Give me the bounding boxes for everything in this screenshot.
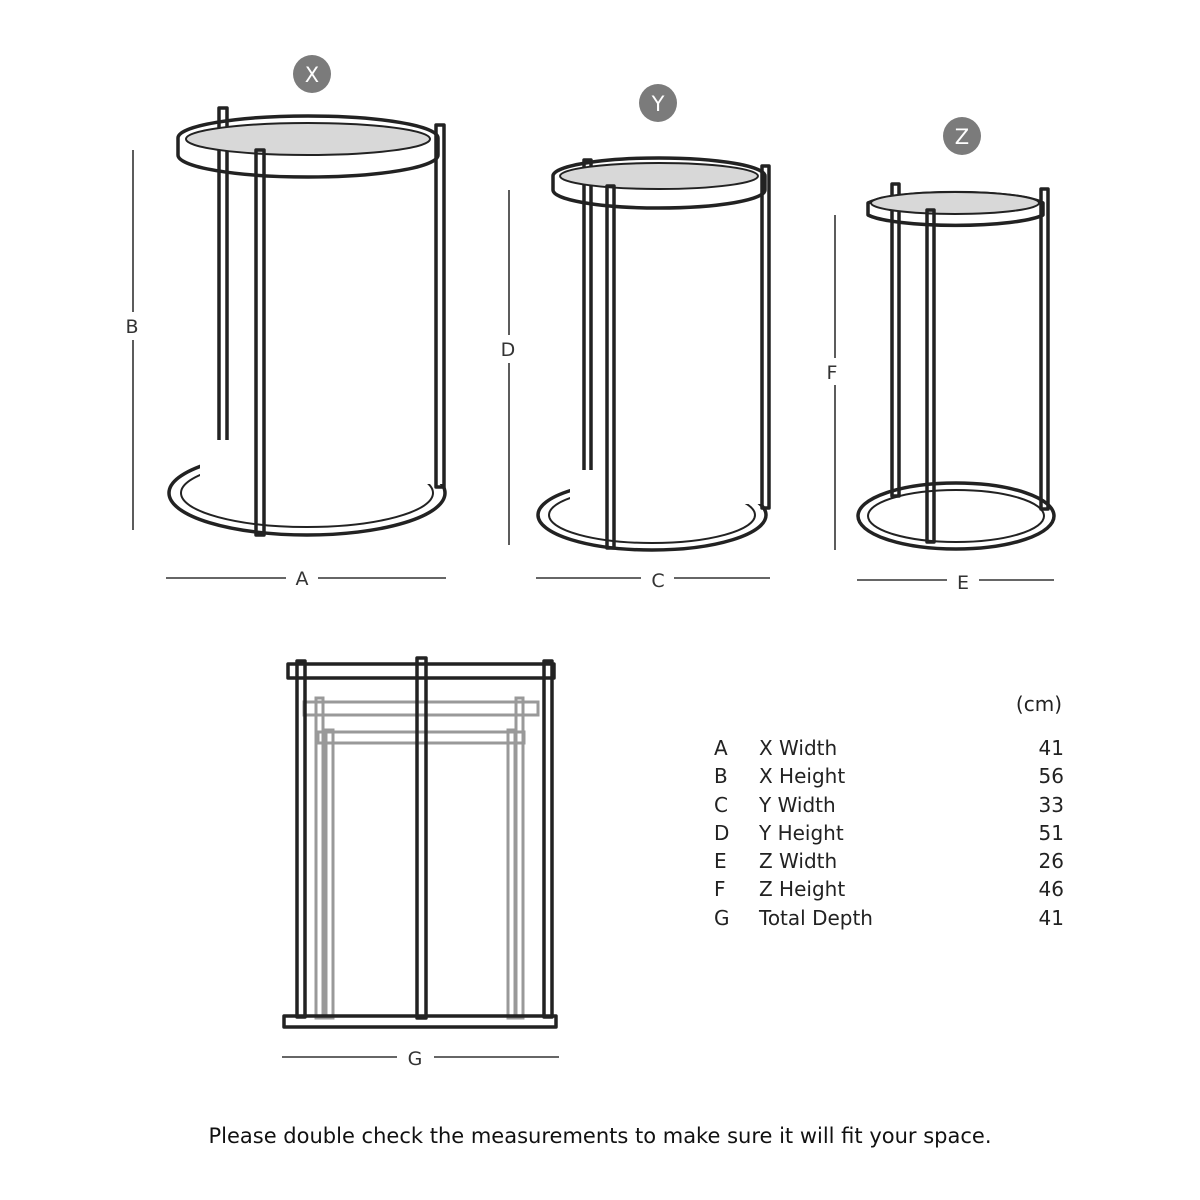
legend-key: G <box>714 905 730 930</box>
legend-label: Z Height <box>759 877 846 902</box>
footer-note: Please double check the measurements to make sure it will fit your space. <box>208 1124 992 1148</box>
svg-text:D: D <box>500 339 516 361</box>
legend-value: 56 <box>1038 764 1064 789</box>
measurements-legend <box>714 690 1064 932</box>
badge-x <box>293 55 331 93</box>
legend-value: 41 <box>1038 736 1064 760</box>
table-x-drawing <box>169 108 450 535</box>
dimension-c <box>536 570 770 592</box>
legend-label: Y Height <box>759 820 844 845</box>
dimension-d <box>501 190 516 545</box>
legend-value: 33 <box>1038 792 1064 817</box>
svg-text:X: X <box>304 63 320 87</box>
svg-text:Z: Z <box>954 125 970 149</box>
dimension-f <box>827 215 838 550</box>
svg-text:A: A <box>295 568 309 590</box>
legend-label: Y Width <box>759 792 836 817</box>
legend-value: 26 <box>1038 849 1064 874</box>
legend-key: C <box>714 792 728 817</box>
svg-text:G: G <box>407 1048 423 1070</box>
legend-row <box>714 904 1064 932</box>
svg-text:Y: Y <box>651 92 665 116</box>
legend-row <box>714 875 1064 903</box>
table-y-drawing <box>538 158 775 550</box>
legend-value: 46 <box>1038 877 1064 902</box>
svg-text:E: E <box>956 572 970 594</box>
badge-z <box>943 117 981 155</box>
legend-label: Total Depth <box>759 905 873 930</box>
dimension-g <box>282 1048 559 1070</box>
svg-text:C: C <box>651 570 665 592</box>
legend-row <box>714 791 1064 819</box>
legend-label: X Width <box>759 736 838 760</box>
unit-label: (cm) <box>1015 692 1062 716</box>
dimension-b <box>125 150 138 530</box>
legend-label: Z Width <box>759 849 838 874</box>
legend-label: X Height <box>759 764 846 789</box>
legend-value: 41 <box>1038 905 1064 930</box>
legend-key: A <box>714 736 728 760</box>
legend-value: 51 <box>1038 820 1064 845</box>
table-z-drawing <box>858 184 1054 549</box>
svg-text:B: B <box>125 316 139 338</box>
legend-key: D <box>714 820 730 845</box>
side-view-drawing <box>284 658 556 1027</box>
legend-row <box>714 762 1064 790</box>
legend-key: B <box>714 764 728 789</box>
legend-row <box>714 734 1064 762</box>
svg-text:F: F <box>826 362 838 384</box>
dimension-a <box>166 568 446 590</box>
legend-row <box>714 819 1064 847</box>
legend-row <box>714 847 1064 875</box>
dimension-e <box>857 572 1054 594</box>
badge-y <box>639 84 677 122</box>
legend-key: E <box>714 849 727 874</box>
legend-key: F <box>714 877 726 902</box>
